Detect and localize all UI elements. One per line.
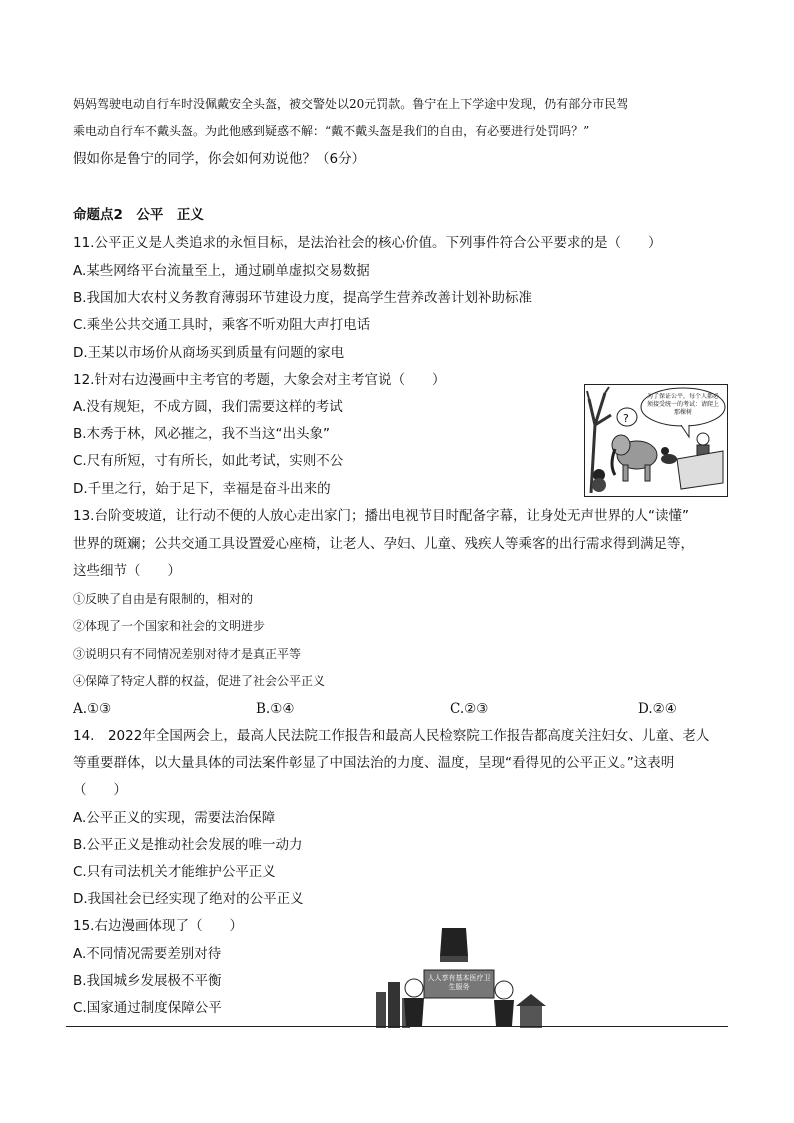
q11-option-d: D.王某以市场价从商场买到质量有问题的家电: [73, 345, 345, 361]
q13-item-1: ①反映了自由是有限制的，相对的: [73, 592, 254, 606]
q13-item-3: ③说明只有不同情况差别对待才是真正平等: [73, 647, 302, 661]
q12-option-a: A.没有规矩，不成方圆，我们需要这样的考试: [73, 399, 343, 415]
q15-stem: 15.右边漫画体现了（ ）: [73, 918, 243, 934]
intro-line-1: 妈妈驾驶电动自行车时没佩戴安全头盔，被交警处以20元罚款。鲁宁在上下学途中发现，仍有部分市民驾: [73, 97, 629, 111]
q14-option-c: C.只有司法机关才能维护公平正义: [73, 864, 276, 880]
q11-stem: 11.公平正义是人类追求的永恒目标，是法治社会的核心价值。下列事件符合公平要求的是（ ）: [73, 235, 662, 251]
section-title: 命题点2 公平 正义: [73, 207, 204, 223]
intro-question: 假如你是鲁宁的同学，你会如何劝说他？（6分）: [73, 151, 366, 167]
q13-stem-line-2: 世界的斑斓；公共交通工具设置爱心座椅，让老人、孕妇、儿童、残疾人等乘客的出行需求得到满足等，: [73, 536, 694, 552]
q12-option-b: B.木秀于林，风必摧之，我不当这“出头象”: [73, 426, 331, 442]
q12-stem: 12.针对右边漫画中主考官的考题，大象会对主考官说（ ）: [73, 372, 446, 388]
q13-stem-line-3: 这些细节（ ）: [73, 563, 181, 579]
exam-cartoon: [584, 384, 728, 497]
q15-option-c: C.国家通过制度保障公平: [73, 1000, 222, 1016]
q11-option-b: B.我国加大农村义务教育薄弱环节建设力度，提高学生营养改善计划补助标准: [73, 290, 533, 306]
q13-item-2: ②体现了一个国家和社会的文明进步: [73, 619, 266, 633]
svg-text:?: ?: [623, 412, 629, 425]
q14-option-d: D.我国社会已经实现了绝对的公平正义: [73, 891, 304, 907]
healthcare-cartoon: [370, 926, 550, 1030]
q13-choice-d: D.②④: [638, 701, 677, 717]
q11-option-c: C.乘坐公共交通工具时，乘客不听劝阻大声打电话: [73, 317, 371, 333]
exam-cartoon-drawing: [585, 385, 727, 496]
q12-option-c: C.尺有所短，寸有所长，如此考试，实则不公: [73, 453, 344, 469]
bottom-rule: [66, 1026, 728, 1027]
q14-option-a: A.公平正义的实现，需要法治保障: [73, 810, 276, 826]
q15-option-a: A.不同情况需要差别对待: [73, 946, 222, 962]
q15-option-b: B.我国城乡发展极不平衡: [73, 973, 222, 989]
q14-stem-line-2: 等重要群体，以大量具体的司法案件彰显了中国法治的力度、温度，呈现“看得见的公平正义。”这表明: [73, 755, 675, 771]
box-text: 人人享有基本医疗卫生服务: [427, 974, 491, 991]
q13-stem-line-1: 13.台阶变坡道，让行动不便的人放心走出家门；播出电视节目时配备字幕，让身处无声世界的人“读懂”: [73, 508, 689, 524]
cartoon-caption: 为了保证公平，每个人都必须接受统一的考试：请爬上那棵树: [647, 393, 719, 416]
intro-line-2: 乘电动自行车不戴头盔。为此他感到疑惑不解：“戴不戴头盔是我们的自由，有必要进行处罚吗？”: [73, 124, 590, 138]
q13-choice-c: C.②③: [450, 701, 489, 717]
q13-choice-b: B.①④: [256, 701, 295, 717]
q14-stem-line-1: 14. 2022年全国两会上，最高人民法院工作报告和最高人民检察院工作报告都高度关注妇女、儿童、老人: [73, 728, 710, 744]
q14-stem-line-3: （ ）: [73, 782, 127, 798]
q13-item-4: ④保障了特定人群的权益，促进了社会公平正义: [73, 674, 326, 688]
q14-option-b: B.公平正义是推动社会发展的唯一动力: [73, 837, 303, 853]
q11-option-a: A.某些网络平台流量至上，通过刷单虚拟交易数据: [73, 263, 370, 279]
q12-option-d: D.千里之行，始于足下，幸福是奋斗出来的: [73, 481, 331, 497]
q13-choice-a: A.①③: [73, 701, 112, 717]
